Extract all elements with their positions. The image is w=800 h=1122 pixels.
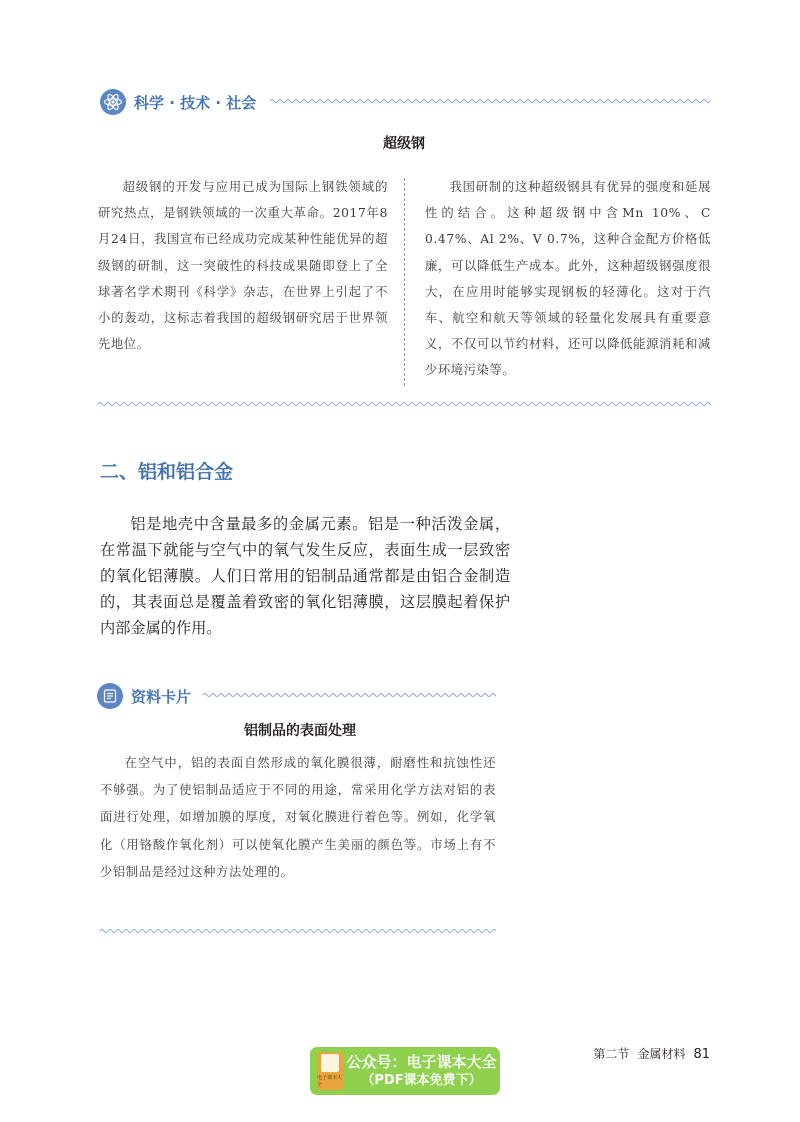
watermark-icon-caption: 电子课本大全 [317, 1075, 343, 1088]
watermark-badge [310, 1047, 500, 1095]
box-paragraph: 在空气中，铝的表面自然形成的氧化膜很薄，耐磨性和抗蚀性还不够强。为了使铝制品适应于不同的用途，常采用化学方法对铝的表面进行处理，如增加膜的厚度，对氧化膜进行着色等。例如，化学氧化（用铬酸作氧化剂）可以使氧化膜产生美丽的颜色等。市场上有不少铝制品是经过这种方法处理的。 [100, 756, 496, 879]
box-title: 铝制品的表面处理 [244, 723, 356, 739]
box-bottom-wave-divider [98, 400, 711, 408]
atom-icon [100, 89, 126, 115]
page-number: 81 [693, 1047, 710, 1062]
box-paragraph-right: 我国研制的这种超级钢具有优异的强度和延展性的结合。这种超级钢中含Mn 10%、C 0.47%、Al 2%、V 0.7%，这种合金配方价格低廉，可以降低生产成本。此外，这种超级钢强度很大，在应用时能够实现钢板的轻薄化。这对于汽车、航空和航天等领域的轻量化发展具有重要意义，不仅可以节约材料，还可以降低能源消耗和减少环境污染等。 [425, 180, 711, 378]
box-bottom-wave-divider [100, 927, 496, 935]
section-paragraph: 铝是地壳中含量最多的金属元素。铝是一种活泼金属，在常温下就能与空气中的氧气发生反应，表面生成一层致密的氧化铝薄膜。人们日常用的铝制品通常都是由铝合金制造的，其表面总是覆盖着致密的氧化铝薄膜，这层膜起着保护内部金属的作用。 [100, 515, 510, 637]
sci-tech-society-header [100, 89, 256, 115]
box-paragraph-left: 超级钢的开发与应用已成为国际上钢铁领域的研究热点，是钢铁领域的一次重大革命。2017年8月24日，我国宣布已经成功完成某种性能优异的超级钢的研制，这一突破性的科技成果随即登上了全球著名学术期刊《科学》杂志，在世界上引起了不小的轰动，这标志着我国的超级钢研究居于世界领先地位。 [98, 180, 388, 352]
watermark-line1: 公众号：电子课本大全 [346, 1053, 497, 1071]
box-header-title: 科学 · 技术 · 社会 [134, 93, 257, 112]
column-divider [404, 178, 405, 386]
header-wave-divider [203, 691, 496, 699]
box-header-title: 资料卡片 [131, 687, 192, 706]
header-wave-divider [270, 97, 710, 105]
data-card-header [97, 683, 191, 709]
watermark-line2: （PDF课本免费下） [361, 1073, 482, 1088]
footer-section: 第二节 [593, 1047, 630, 1061]
document-icon [97, 683, 123, 709]
section-heading: 二、铝和铝合金 [100, 461, 234, 483]
book-icon [317, 1052, 343, 1090]
footer-chapter: 金属材料 [637, 1047, 686, 1061]
page-footer [593, 1045, 710, 1062]
box-title: 超级钢 [383, 136, 425, 152]
